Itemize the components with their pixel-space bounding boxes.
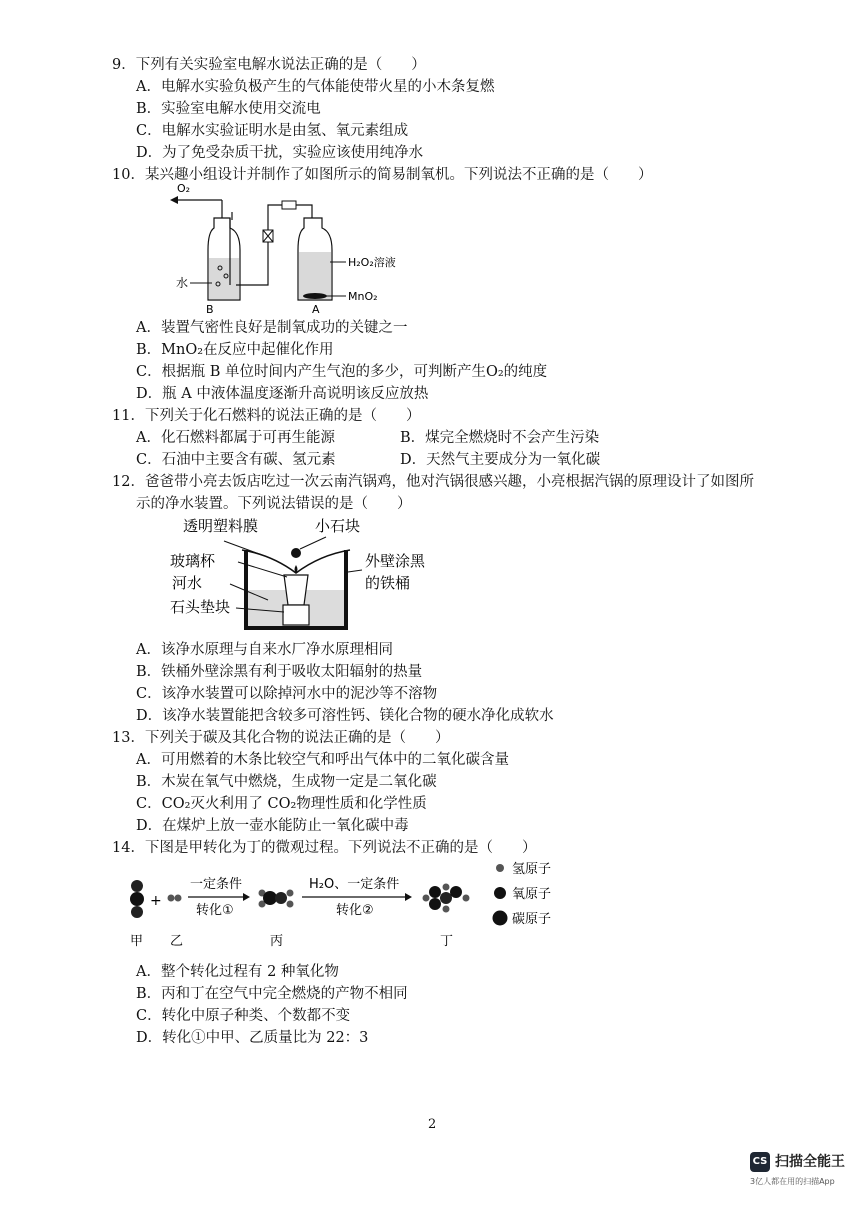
q11-option-c: C．石油中主要含有碳、氢元素 xyxy=(136,452,336,468)
q10-option-b: B．MnO₂在反应中起催化作用 xyxy=(136,342,334,358)
q9-option-c: C．电解水实验证明水是由氢、氧元素组成 xyxy=(136,123,409,139)
q12-option-d: D．该净水装置能把含较多可溶性钙、镁化合物的硬水净化成软水 xyxy=(136,708,554,724)
bottle-b xyxy=(208,218,240,300)
q11-option-b: B．煤完全燃烧时不会产生污染 xyxy=(400,430,600,446)
fig-o2-label: O₂ xyxy=(177,182,191,195)
q13-option-a: A．可用燃着的木条比较空气和呼出气体中的二氧化碳含量 xyxy=(136,752,509,768)
q10-option-d: D．瓶 A 中液体温度逐渐升高说明该反应放热 xyxy=(136,386,429,402)
q12-option-b: B．铁桶外壁涂黑有利于吸收太阳辐射的热量 xyxy=(136,664,423,680)
fig-water-label: 水 xyxy=(176,276,189,290)
water-purifier-figure xyxy=(170,517,426,628)
fig-mno2-label: MnO₂ xyxy=(348,290,378,303)
legend-hydrogen: 氢原子 xyxy=(512,862,552,877)
q11-stem: 11．下列关于化石燃料的说法正确的是（ ） xyxy=(112,408,421,424)
legend-carbon: 碳原子 xyxy=(512,912,552,927)
fig-water-label-2: 河水 xyxy=(172,574,203,592)
fig-yi: 乙 xyxy=(170,934,184,949)
q9-option-d: D．为了免受杂质干扰，实验应该使用纯净水 xyxy=(136,145,424,161)
q14-stem: 14．下图是甲转化为丁的微观过程。下列说法不正确的是（ ） xyxy=(112,840,537,856)
q13-stem: 13．下列关于碳及其化合物的说法正确的是（ ） xyxy=(112,730,450,746)
scanner-tagline: 3亿人都在用的扫描App xyxy=(750,1177,835,1186)
q11-option-a: A．化石燃料都属于可再生能源 xyxy=(136,430,335,446)
fig-bottle-b-label: B xyxy=(206,303,214,316)
q10-option-c: C．根据瓶 B 单位时间内产生气泡的多少，可判断产生O₂的纯度 xyxy=(136,364,548,380)
fig-cond2: H₂O、一定条件 xyxy=(309,877,400,892)
q14-option-d: D．转化①中甲、乙质量比为 22：3 xyxy=(136,1030,369,1046)
q10-option-a: A．装置气密性良好是制氧成功的关键之一 xyxy=(136,320,408,336)
fig-stone-label: 小石块 xyxy=(315,517,361,535)
fig-h2o2-label: H₂O₂溶液 xyxy=(348,256,396,269)
q11-option-d: D．天然气主要成分为一氧化碳 xyxy=(400,452,601,468)
q9-stem: 9．下列有关实验室电解水说法正确的是（ ） xyxy=(112,57,426,73)
fig-step2: 转化② xyxy=(336,903,374,918)
q14-option-c: C．转化中原子种类、个数都不变 xyxy=(136,1008,351,1024)
q12-stem-line1: 12．爸爸带小亮去饭店吃过一次云南汽锅鸡，他对汽锅很感兴趣，小亮根据汽锅的原理设计了如图所 xyxy=(112,474,754,490)
fig-step1: 转化① xyxy=(196,903,234,918)
q13-option-c: C．CO₂灭火利用了 CO₂物理性质和化学性质 xyxy=(136,796,427,812)
fig-bucket-label-2: 的铁桶 xyxy=(365,574,411,592)
scanner-app-name: 扫描全能王 xyxy=(775,1154,845,1170)
bottle-a xyxy=(298,218,332,300)
fig-bucket-label-1: 外壁涂黑 xyxy=(365,552,426,570)
q9-option-b: B．实验室电解水使用交流电 xyxy=(136,101,321,117)
q14-option-b: B．丙和丁在空气中完全燃烧的产物不相同 xyxy=(136,986,408,1002)
q12-stem-line2: 示的净水装置。下列说法错误的是（ ） xyxy=(136,496,412,512)
fig-bottle-a-label: A xyxy=(312,303,320,316)
page-number: 2 xyxy=(428,1117,437,1132)
scanner-watermark xyxy=(750,1152,860,1192)
q13-option-b: B．木炭在氧气中燃烧，生成物一定是二氧化碳 xyxy=(136,774,437,790)
molecule-transformation-figure xyxy=(130,862,551,949)
fig-jia: 甲 xyxy=(130,934,144,949)
q13-option-d: D．在煤炉上放一壶水能防止一氧化碳中毒 xyxy=(136,818,409,834)
fig-cond1: 一定条件 xyxy=(190,877,243,892)
q10-stem: 10．某兴趣小组设计并制作了如图所示的简易制氧机。下列说法不正确的是（ ） xyxy=(112,167,653,183)
q12-option-a: A．该净水原理与自来水厂净水原理相同 xyxy=(136,642,393,658)
scanner-logo-icon: CS xyxy=(750,1152,770,1172)
q12-option-c: C．该净水装置可以除掉河水中的泥沙等不溶物 xyxy=(136,686,438,702)
fig-cup-label: 玻璃杯 xyxy=(170,552,216,570)
q9-option-a: A．电解水实验负极产生的气体能使带火星的小木条复燃 xyxy=(136,79,495,95)
legend-oxygen: 氧原子 xyxy=(512,887,552,902)
fig-ding: 丁 xyxy=(440,934,454,949)
q14-option-a: A．整个转化过程有 2 种氧化物 xyxy=(136,964,339,980)
fig-film-label: 透明塑料膜 xyxy=(183,517,259,535)
fig-block-label: 石头垫块 xyxy=(170,598,231,616)
fig-bing: 丙 xyxy=(270,934,284,949)
fig-plus: + xyxy=(150,893,162,909)
